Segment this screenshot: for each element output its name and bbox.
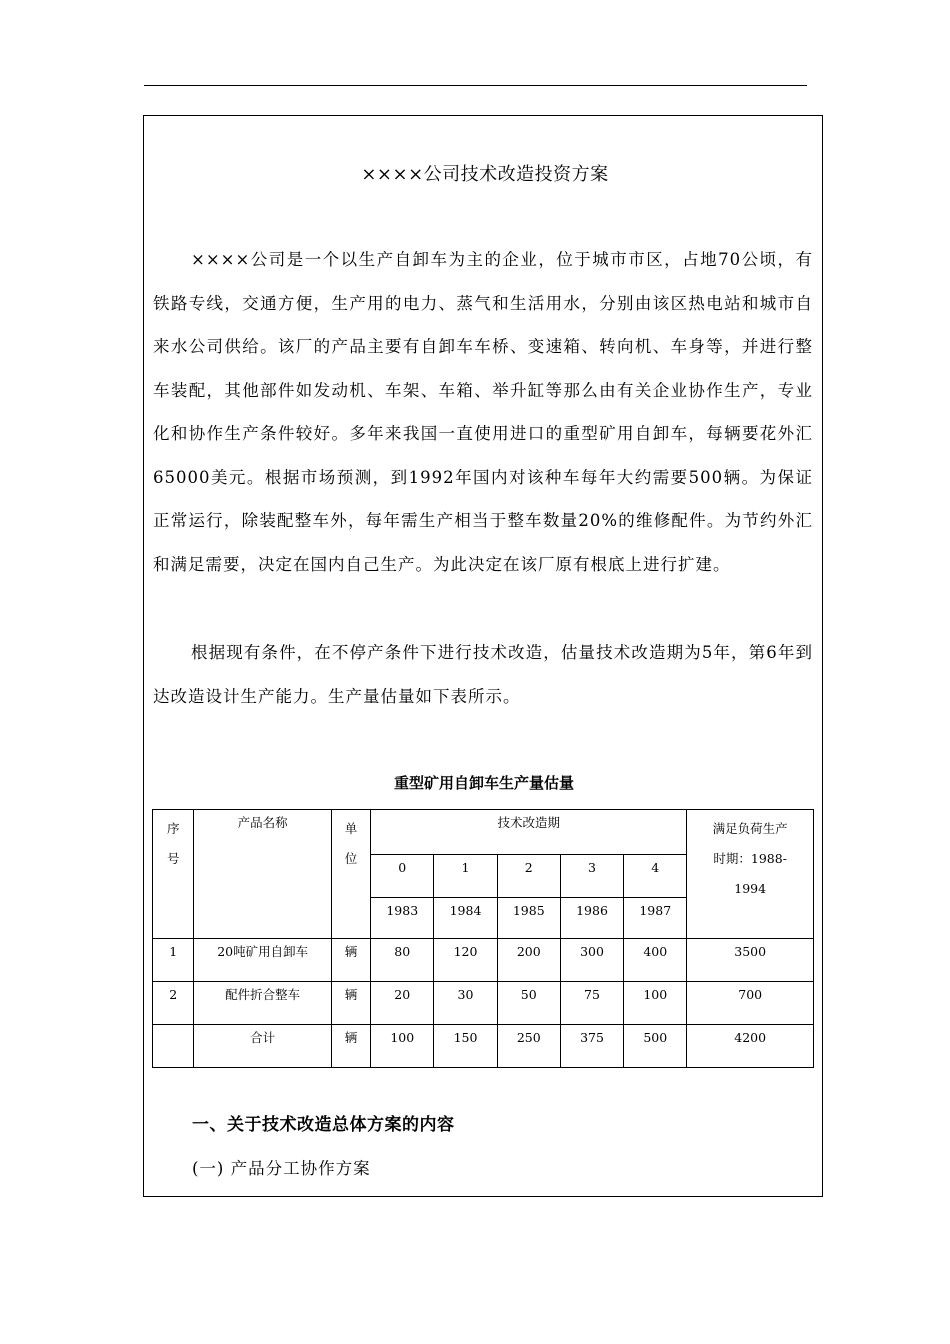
- row-unit: 辆: [331, 939, 370, 982]
- period-year: 1983: [371, 898, 434, 939]
- period-index: 4: [624, 855, 687, 898]
- table-title: 重型矿用自卸车生产量估量: [393, 774, 574, 792]
- row-value: 100: [624, 982, 687, 1025]
- row-value: 300: [560, 939, 623, 982]
- row-value: 50: [497, 982, 560, 1025]
- table-row: [153, 982, 814, 1025]
- table-row-total: [153, 1025, 814, 1068]
- header-name: 产品名称: [194, 810, 331, 939]
- row-full: 4200: [687, 1025, 814, 1068]
- row-value: 200: [497, 939, 560, 982]
- row-name: 合计: [194, 1025, 331, 1068]
- row-value: 20: [371, 982, 434, 1025]
- row-value: 375: [560, 1025, 623, 1068]
- paragraph-renovation-plan: 根据现有条件，在不停产条件下进行技术改造，估量技术改造期为5年，第6年到达改造设计生产能力。生产量估量如下表所示。: [153, 643, 813, 706]
- paragraph-company-overview: ××××公司是一个以生产自卸车为主的企业，位于城市市区，占地70公顷，有铁路专线，交通方便，生产用的电力、蒸气和生活用水，分别由该区热电站和城市自来水公司供给。该厂的产品主要有自卸车车桥、变速箱、转向机、车身等，并进行整车装配，其他部件如发动机、车架、车箱、举升缸等那么由有关企业协作生产，专业化和协作生产条件较好。多年来我国一直使用进口的重型矿用自卸车，每辆要花外汇65000美元。根据市场预测，到1992年国内对该种车每年大约需要500辆。为保证正常运行，除装配整车外，每年需生产相当于整车数量20%的维修配件。为节约外汇和满足需要，决定在国内自己生产。为此决定在该厂原有根底上进行扩建。: [153, 250, 813, 574]
- header-rule: [144, 85, 807, 86]
- header-unit-bottom: 位: [344, 851, 358, 866]
- period-year: 1987: [624, 898, 687, 939]
- row-name: 配件折合整车: [194, 982, 331, 1025]
- header-full-load-line1: 满足负荷生产: [712, 821, 788, 836]
- row-unit: 辆: [331, 1025, 370, 1068]
- row-value: 120: [434, 939, 497, 982]
- row-value: 80: [371, 939, 434, 982]
- table-row: [153, 939, 814, 982]
- row-value: 30: [434, 982, 497, 1025]
- header-no: [153, 810, 194, 939]
- row-value: 75: [560, 982, 623, 1025]
- period-index: 3: [560, 855, 623, 898]
- section-heading: 一、关于技术改造总体方案的内容: [192, 1115, 455, 1135]
- row-name: 20吨矿用自卸车: [194, 939, 331, 982]
- period-year: 1985: [497, 898, 560, 939]
- row-value: 400: [624, 939, 687, 982]
- row-full: 3500: [687, 939, 814, 982]
- header-unit: [331, 810, 370, 939]
- header-full-load-line2: 时期：1988-: [713, 851, 787, 866]
- row-value: 150: [434, 1025, 497, 1068]
- row-no: [153, 1025, 194, 1068]
- period-year: 1984: [434, 898, 497, 939]
- row-no: 1: [153, 939, 194, 982]
- period-index: 0: [371, 855, 434, 898]
- header-full-load: [687, 810, 814, 939]
- header-no-bottom: 号: [166, 851, 180, 866]
- document-title: ××××公司技术改造投资方案: [361, 164, 609, 185]
- period-index: 2: [497, 855, 560, 898]
- production-estimate-table: [152, 809, 814, 1068]
- header-unit-top: 单: [344, 821, 358, 836]
- row-unit: 辆: [331, 982, 370, 1025]
- row-value: 500: [624, 1025, 687, 1068]
- header-period: 技术改造期: [371, 810, 687, 855]
- period-year: 1986: [560, 898, 623, 939]
- row-value: 100: [371, 1025, 434, 1068]
- subsection-heading: (一) 产品分工协作方案: [192, 1159, 371, 1178]
- row-value: 250: [497, 1025, 560, 1068]
- row-no: 2: [153, 982, 194, 1025]
- period-index: 1: [434, 855, 497, 898]
- row-full: 700: [687, 982, 814, 1025]
- header-no-top: 序: [166, 821, 180, 836]
- header-full-load-line3: 1994: [734, 881, 767, 896]
